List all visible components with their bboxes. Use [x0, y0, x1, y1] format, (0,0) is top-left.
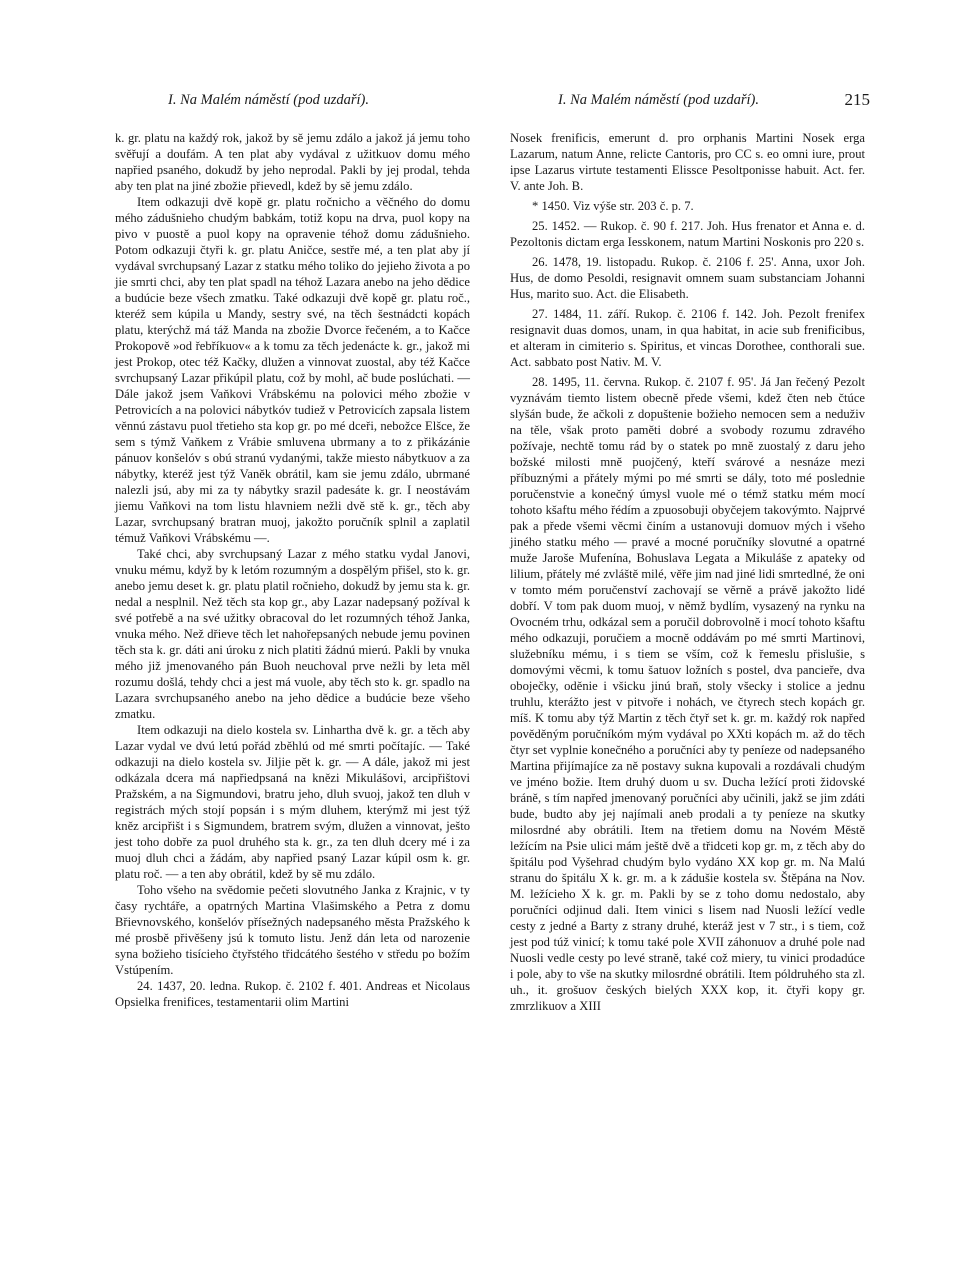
entry-paragraph: 27. 1484, 11. září. Rukop. č. 2106 f. 142. Joh. Pezolt frenifex resignavit duas domos, unam, in qua habitat, in acie sub frenificibus, et alteram in cimiterio s. Spiritus, et vincas Dorothee, conthorali sue. Act. sabbato post Nativ. M. V. — [510, 307, 865, 369]
paragraph: Toho všeho na svědomie pečeti slovutného Janka z Krajnic, v ty časy rychtáře, a opatrných Martina Vlašimského a Petra z domu Břievnovského, konšelóv přísežných nadepsaného města Pražského k mé prosbě přivěšeny jsú k tomuto listu. Jenž dán leta od narozenie syna božieho tisícieho čtyřstého třidcátého šestého v středu po božím Vstúpením. — [115, 883, 470, 977]
entry-paragraph: 25. 1452. — Rukop. č. 90 f. 217. Joh. Hus frenator et Anna e. d. Pezoltonis dictam erga Iesskonem, natum Martini Noskonis pro 220 s. — [510, 219, 865, 249]
paragraph: Item odkazuji na dielo kostela sv. Linhartha dvě k. gr. a těch aby Lazar vydal ve dvú letú pořád zběhlú od mé smrti počítajíc. — Také odkazuji na dielo kostela sv. Jiljie pět k. gr. — A dále, jakož mi jest odkázala dcera má napřiedpsaná na knězi Mikulášovi, arcipřištovi Pražském, a na Sigmundovi, bratru jeho, dluh svuoj, jakož ten dluh v registrách mých stojí popsán i s mým dluhem, kterýmž mi jest týž kněz arcipřišt i s Sigmundem, bratrem svým, dlužen a vinnovat, ješto jest toho dobře za puol druhého sta k. gr., za ten dluh dcery mé i za muoj dluh chci a žádám, aby napřied psaný Lazar kúpil osm k. gr. platu roč. — a ten aby obrátil, kdež by sě mu zdálo. — [115, 723, 470, 881]
paragraph: k. gr. platu na každý rok, jakož by sě jemu zdálo a jakož já jemu toho svěřují a doufám. A ten plat aby vydával z užitkuov domu mého napřied psaného, dokudž by jeho neprodal. Pakli by jej prodal, tehda aby ten plat na jiné zbožie přievedl, kdež by sě jemu zdálo. — [115, 131, 470, 193]
right-column — [510, 130, 865, 1014]
paragraph: Nosek frenificis, emerunt d. pro orphanis Martini Nosek erga Lazarum, natum Anne, relicte Cantoris, pro CC s. eo omni iure, prout ipse Lazarus virtute testamenti Elissce Pesoltponisse habuit. Act. fer. V. ante Joh. B. — [510, 131, 865, 193]
paragraph: Také chci, aby svrchupsaný Lazar z mého statku vydal Janovi, vnuku mému, když by k letóm rozumným a dospělým přišel, sto k. gr. anebo jemu deset k. gr. platu platil ročnieho, dokudž by jemu sta k. gr. nedal a nesplnil. Než těch sta kop gr., aby Lazar nadepsaný požíval k své potřebě a na své užitky obracoval do let rozumných téhož Janka, vnuka mého. Než dřieve těch let nahořepsaných nebude jemu povinen těch sta k. gr. dáti ani úroku z nich platiti žádnú mierú. Pakli by vnuka mého již jmenovaného pán Buoh neuchoval prve nežli by leta měl rozumu došlá, tehdy chci a jest má vuole, aby těch sto k. gr. spadlo na Lazara svrchupsaného anebo na jeho dědice a budúcie beze všeho zmatku. — [115, 547, 470, 721]
left-column — [115, 130, 470, 1010]
entry-paragraph: 26. 1478, 19. listopadu. Rukop. č. 2106 f. 25'. Anna, uxor Joh. Hus, de domo Pesoldi, resignavit omnem suam substanciam Johanni Hus, marito suo. Act. die Elisabeth. — [510, 255, 865, 301]
entry-paragraph: 28. 1495, 11. června. Rukop. č. 2107 f. 95'. Já Jan řečený Pezolt vyznávám tiemto listem obecně přede všemi, kdež čten neb čtúce slyšán bude, že ačkoli z dopuštenie božieho nemocen sem a neduživ na těle, však proto paměti dobré a svobody rozumu zdravého požívaje, nechtě tomu rád by o statek po mně zuostalý z daru jeho božské milosti mně puojčený, kteří svárové a nesnáze mezi příbuznými a přátely mými po mé smrti se dály, toto mé poslednie poručenstvie a konečný úmysl vuole mé o témž statku mém mocí tohoto kšaftu mého řédím a zpuosobuji obyčejem takovýmto. Najprvé pak a přede všemi věcmi činím a ustanovuji domuov mých i všeho jiného statku mého — pravé a mocné poručníky slovutné a opatrné muže Jaroše Mufenína, Bohuslava Legata a Mikuláše z apateky od lilium, přátely mé zvláště milé, věře jim nad jiné lidi smrtedlné, že oni v tomto mém poručenství zachovají se věrně a právě jakožto lidé dobří. V tom pak duom muoj, v němž bydlím, vysazený na rynku na Ovocném trhu, odkázal sem a poručil dobrovolně i mocí tohoto kšaftu mého odkazuji, poručiem a mocně oddávám po mé smrti Martinovi, služebníku mému, i s tiem se vším, což k řemeslu přislušie, s domovými věcmi, k tomu šatuov ložních s postel, dva pancieře, dva oboječky, oděnie i všicku jinú braň, stoly všecky i stolice a jednu truhlu, kterážto jest v pitvoře i nohách, ve čtyrech stech kopách gr. míš. K tomu aby týž Martin z těch čtyř set k. gr. m. každý rok napřed pověděným poručníkóm mým vydával po XXti kopách m. až do těch čtyr set vyplnie konečného a poručníci aby ty peníeze od nadepsaného Martina přijímajíce za ně postavy sukna kupovali a rozdávali chudým ve jméno božie. Item druhý duom u sv. Ducha ležící proti židovské bráně, s tím napřed jmenovaný poručníci aby učinili, jakž se jim zdáti bude, budto aby jej najímali aneb prodali a ty peníeze na skutky milosrdné aby obrátili. Item na třetiem domu na Novém Městě ležícím na Psie ulici mám ještě dvě a třidceti kop gr. m, z těch aby do špitálu pod Vyšehrad chudým bylo vydáno XX kop gr. m. Na Malú stranu do špitálu X k. gr. m. a k zádušie kostela sv. Štěpána na Nov. M. ležícieho X k. gr. m. Pakli by se z toho domu nedostalo, aby poručníci odjinud dali. Item vinici s lisem nad Nuosli ležící vedle cesty z jedné a Barty z strany druhé, kteráž jest v 7 str., i s tiem, což jest pod túž vinicí; k tomu také pole XVII záhonuov a druhé pole nad Nuosli vedle cesty po levé straně, také což miery, tu vinici prodadúce i pole, aby to vše na skutky milosrdné obrátili. Item póldruhého sta zl. uh., it. grošuov českých bielých XXX kop, it. čtyři kopy gr. zmrzlikuov a XIII — [510, 375, 865, 1013]
entry-paragraph: 24. 1437, 20. ledna. Rukop. č. 2102 f. 401. Andreas et Nicolaus Opsielka frenifices, testamentarii olim Martini — [115, 979, 470, 1009]
paragraph: Item odkazuji dvě kopě gr. platu ročnicho a věčného do domu mého zádušnieho chudým babkám, totiž kopu na drva, puol kopy na pivo v puostě a puol kopy na opravenie téhož domu zádušnieho. Potom odkazuji čtyři k. gr. platu Aničce, sestře mé, a ten plat aby jí vydával svrchupsaný Lazar z statku mého toliko do jejieho života a po jie smrti chci, aby ten plat spadl na téhož Lazara anebo na jeho dědice a budúcie beze všech zmatku. Také odkazuji dvě kopě gr. platu roč., kteréž sem kúpila u Mandy, sestry své, na těch šestnádcti kopách platu, kterýchž má táž Manda na zbožie Dvorce řečeném, a to Kačce Prokopově »od řebříkuov« a k tomu za těch jedenácte k. gr., jakož mi jest Prokop, otec též Kačky, dlužen a vinnovat zuostal, aby též Kačce svrchupsaný Lazar přikúpil platu, což by mohl, ač bude poslúchati. — Dále jakož jsem Vaňkovi Vrábskému na polovici mého zbožie v Petrovicích a na polovici nábytkóv tudiež v Petrovicích zapsala listem věnnú zástavu puol třetieho sta kop gr. po mé dceři, nebožce Elšce, že sem s týmž Vaňkem z Vrábie smluvena ubrmany a to z přikázánie pánuov konšelóv s obú stranú vydanými, takže miesto nábytkuov a za nábytky, kteréž jest týž Vaněk obrátil, kam sie jemu zdálo, ubrmané nalezli jsú, aby mi za ty nábytky srazil padesáte k. gr. I neostávám jiemu Vaňkovi na tom listu hlavniem nežli dvě stě k. gr., těch aby Lazar, svrchupsaný bratran muoj, jakožto poručník splnil a zaplatil témuž Vaňkovi Vrábskému —. — [115, 195, 470, 545]
running-header — [120, 92, 870, 118]
page-number: 215 — [844, 90, 870, 109]
entry-paragraph: * 1450. Viz výše str. 203 č. p. 7. — [532, 199, 694, 213]
running-title-right: I. Na Malém náměstí (pod uzdaří). — [558, 92, 759, 108]
running-title-left: I. Na Malém náměstí (pod uzdaří). — [168, 92, 369, 108]
